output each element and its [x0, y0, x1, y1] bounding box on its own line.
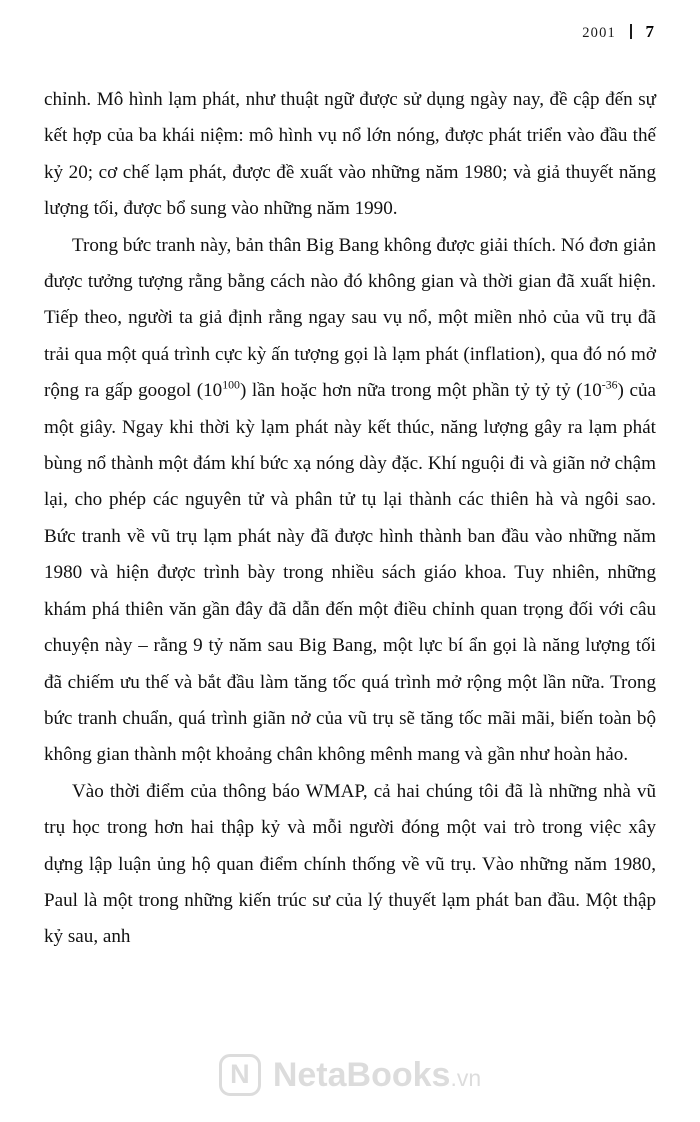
running-head-divider [630, 24, 632, 39]
watermark [0, 1054, 700, 1096]
paragraph-2-segment-1: Trong bức tranh này, bản thân Big Bang không được giải thích. Nó đơn giản được tưởng tượng rằng bằng cách nào đó không gian và thời gian đã xuất hiện. Tiếp theo, người ta giả định rằng ngay sau vụ nổ, một miền nhỏ của vũ trụ đã trải qua một quá trình cực kỳ ấn tượng gọi là lạm phát (inflation), qua đó nó mở rộng ra gấp googol (10 [44, 234, 656, 402]
page-body [44, 82, 656, 956]
watermark-suffix: .vn [450, 1064, 482, 1091]
exponent-googol: 100 [222, 377, 240, 392]
paragraph-2-segment-2: ) lần hoặc hơn nữa trong một phần tỷ tỷ tỷ (10 [239, 380, 602, 402]
paragraph-3: Vào thời điểm của thông báo WMAP, cả hai chúng tôi đã là những nhà vũ trụ học trong hơn hai thập kỷ và mỗi người đóng một vai trò trong việc xây dựng lập luận ủng hộ quan điểm chính thống về vũ trụ. Vào những năm 1980, Paul là một trong những kiến trúc sư của lý thuyết lạm phát ban đầu. Một thập kỷ sau, anh [44, 780, 656, 948]
netabooks-logo-letter: N [230, 1058, 250, 1089]
page-number: 7 [645, 22, 654, 41]
running-head [582, 22, 654, 42]
paragraph-2-segment-3: ) của một giây. Ngay khi thời kỳ lạm phát này kết thúc, năng lượng gây ra lạm phát bùng nổ thành một đám khí bức xạ nóng dày đặc. Khí nguội đi và giãn nở chậm lại, cho phép các nguyên tử và phân tử tụ lại thành các thiên hà và ngôi sao. Bức tranh về vũ trụ lạm phát này đã được hình thành ban đầu vào những năm 1980 và hiện được trình bày trong nhiều sách giáo khoa. Tuy nhiên, những khám phá thiên văn gần đây đã dẫn đến một điều chỉnh quan trọng đối với câu chuyện này – rằng 9 tỷ năm sau Big Bang, một lực bí ẩn gọi là năng lượng tối đã chiếm ưu thế và bắt đầu làm tăng tốc quá trình mở rộng một lần nữa. Trong bức tranh chuẩn, quá trình giãn nở của vũ trụ sẽ tăng tốc mãi mãi, biến toàn bộ không gian thành một khoảng chân không mênh mang và gần như hoàn hảo. [44, 380, 656, 766]
paragraph-2 [44, 228, 656, 774]
watermark-brand: NetaBooks [272, 1055, 451, 1094]
watermark-text [273, 1056, 481, 1095]
running-head-year: 2001 [582, 25, 616, 41]
netabooks-logo-icon [219, 1054, 261, 1096]
exponent-negative-36: -36 [601, 377, 618, 392]
paragraph-1: chỉnh. Mô hình lạm phát, như thuật ngữ được sử dụng ngày nay, đề cập đến sự kết hợp của ba khái niệm: mô hình vụ nổ lớn nóng, được phát triển vào đầu thế kỷ 20; cơ chế lạm phát, được đề xuất vào những năm 1980; và giả thuyết năng lượng tối, được bổ sung vào những năm 1990. [44, 89, 656, 220]
